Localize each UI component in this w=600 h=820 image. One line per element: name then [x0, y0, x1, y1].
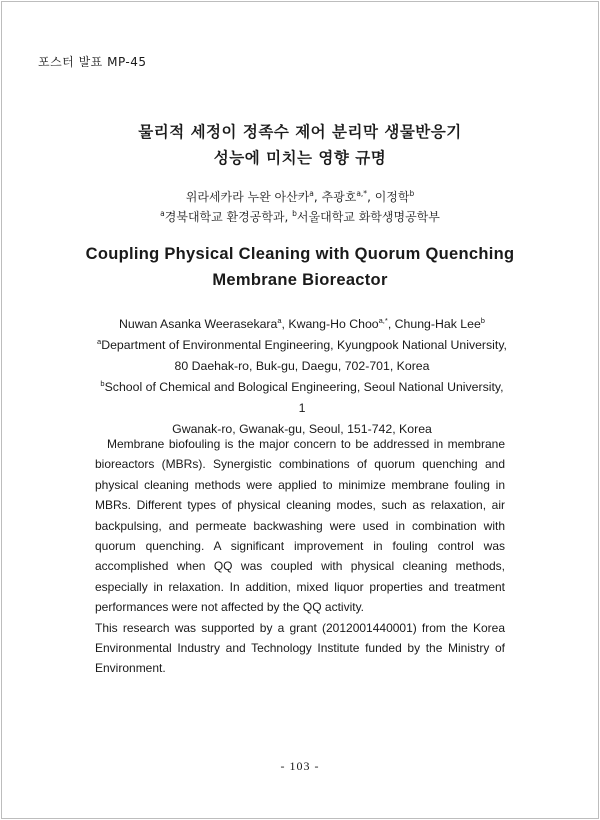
english-affiliation-a	[96, 335, 508, 377]
affiliation-b-sup: b	[100, 378, 105, 388]
korean-author-sup: b	[409, 189, 415, 198]
korean-affiliation-sup: a	[160, 209, 165, 218]
korean-affiliation: 경북대학교 환경공학과	[164, 210, 285, 224]
affiliation-a-line-1: Department of Environmental Engineering, Kyungpook National University,	[101, 338, 507, 352]
korean-author-sup: a,*	[356, 189, 368, 198]
english-author-list: Nuwan Asanka Weerasekara$^a$, Kwang-Ho Choo$^{a,*}$, Chung-Hak Lee$^b$	[119, 315, 485, 331]
english-author-sup: a	[277, 315, 282, 325]
abstract	[95, 434, 505, 679]
korean-title-line-2: 성능에 미치는 영향 규명	[213, 149, 387, 167]
korean-affiliations: $^a$경북대학교 환경공학과, $^b$서울대학교 화학생명공학부	[160, 209, 440, 224]
korean-author-list: 위라세카라 누완 아산카$^a$, 추광호$^{a,*}$, 이정학$^b$	[185, 189, 415, 204]
english-title-line-2: Membrane Bioreactor	[212, 271, 388, 289]
english-author-name: Kwang-Ho Choo	[288, 317, 379, 331]
abstract-paragraph: Membrane biofouling is the major concern to be addressed in membrane bioreactors (MBRs). Synergistic combinations of quorum quenching and physical cleaning methods were applied to minimize membrane fouling in MBRs. Different types of physical cleaning modes, such as relaxation, air backpulsing, and permeate backwashing were used in combination with quorum quenching. A significant improvement in fouling control was accomplished when QQ was coupled with physical cleaning methods, especially in relaxation. In addition, mixed liquor properties and treatment performances were not affected by the QQ activity.	[95, 437, 505, 615]
english-author-name: Chung-Hak Lee	[394, 317, 481, 331]
english-title-line-1: Coupling Physical Cleaning with Quorum Quenching	[85, 245, 515, 263]
korean-affiliation-sup: b	[292, 209, 297, 218]
page-number: - 103 -	[280, 759, 320, 773]
english-author-sup: b	[480, 315, 485, 325]
korean-affiliation: 서울대학교 화학생명공학부	[296, 210, 440, 224]
korean-author-name: 추광호	[321, 190, 357, 204]
korean-author-sup: a	[309, 189, 314, 198]
english-author-sup: a,*	[378, 315, 388, 325]
affiliation-b-line-1: School of Chemical and Bological Engineering, Seoul National University, 1	[104, 380, 504, 415]
affiliation-a-sup: a	[97, 336, 102, 346]
english-affiliation-b	[96, 377, 508, 440]
english-author-name: Nuwan Asanka Weerasekara	[119, 317, 278, 331]
affiliation-b-line-2: Gwanak-ro, Gwanak-gu, Seoul, 151-742, Korea	[172, 422, 432, 436]
session-label: 포스터 발표 MP-45	[38, 55, 147, 69]
korean-title-line-1: 물리적 세정이 정족수 제어 분리막 생물반응기	[138, 123, 462, 141]
acknowledgement-paragraph: This research was supported by a grant (2012001440001) from the Korea Environmental Industry and Technology Institute funded by the Ministry of Environment.	[95, 620, 505, 676]
korean-author-name: 이정학	[374, 190, 410, 204]
affiliation-a-line-2: 80 Daehak-ro, Buk-gu, Daegu, 702-701, Korea	[174, 359, 430, 373]
korean-author-name: 위라세카라 누완 아산카	[185, 190, 310, 204]
